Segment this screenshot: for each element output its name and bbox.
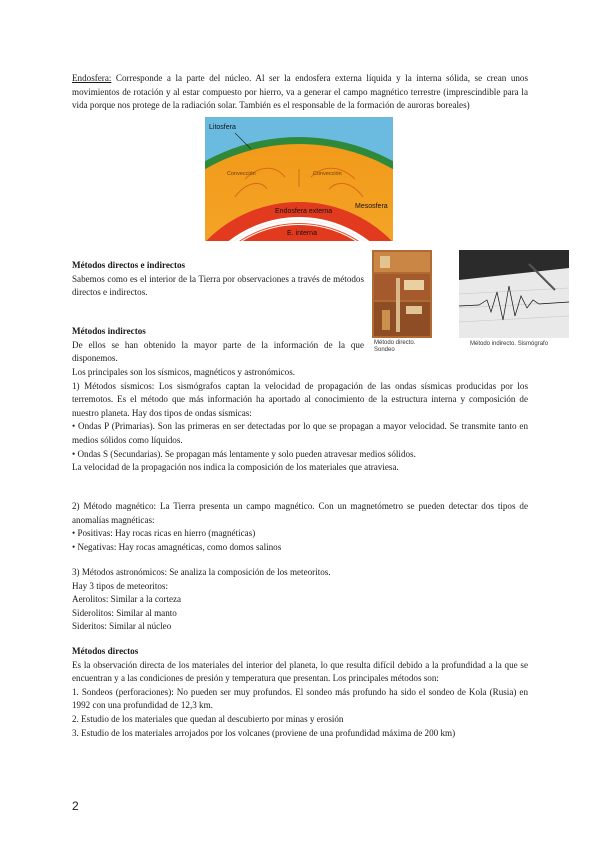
earth-layers-diagram <box>205 117 393 241</box>
sismografo-caption: Método indirecto. Sismógrafo <box>470 341 549 347</box>
ondas-p: • Ondas P (Primarias). Son las primeras en ser detectadas por lo que se propagan a mayor velocidad. Se transmite tanto en medios sólidos como líquidos. <box>72 421 528 445</box>
ondas-s: • Ondas S (Secundarias). Se propagan más lentamente y solo pueden atravesar medios sólidos. <box>72 448 416 459</box>
metodos-directos-section <box>72 645 528 740</box>
metodos-directos-item1: 1. Sondeos (perforaciones): No pueden ser muy profundos. El sondeo más profundo ha sido el sondeo de Kola (Rusia) en 1992 con una profundidad de 12,3 km. <box>72 686 528 711</box>
endosfera-term: Endosfera: <box>72 73 112 83</box>
conveccion-right-label: Convección <box>313 171 342 177</box>
litosfera-label: Litosfera <box>209 124 236 131</box>
endosfera-externa-label: Endosfera externa <box>275 208 333 215</box>
sismografo-image <box>459 250 569 338</box>
metodo-magnetico-block <box>72 500 528 554</box>
metodos-principales: Los principales son los sísmicos, magnéticos y astronómicos. <box>72 367 296 377</box>
metodos-astronomicos: 3) Métodos astronómicos: Se analiza la composición de los meteoritos. <box>72 567 331 577</box>
sondeo-image <box>372 250 432 338</box>
velocidad-propagacion: La velocidad de la propagación nos indica la composición de los materiales que atraviesa. <box>72 462 399 473</box>
metodos-directos-indirectos-text: Sabemos como es el interior de la Tierra por observaciones a través de métodos directos e indirectos. <box>72 273 364 298</box>
metodo-magnetico: 2) Método magnético: La Tierra presenta un campo magnético. Con un magnetómetro se pueden detectar dos tipos de anomalías magnéticas: <box>72 501 528 525</box>
page-number: 2 <box>72 799 79 813</box>
endosfera-interna-label: E. interna <box>287 230 317 237</box>
endosfera-paragraph <box>72 72 528 113</box>
metodos-directos-title: Métodos directos <box>72 646 139 656</box>
endosfera-section <box>72 72 528 113</box>
metodos-indirectos-title: Métodos indirectos <box>72 326 146 336</box>
metodos-directos-indirectos-section <box>72 259 364 300</box>
aerolitos: Aerolitos: Similar a la corteza <box>72 594 182 605</box>
metodos-indirectos-header <box>72 325 364 366</box>
metodos-sismicos: 1) Métodos sísmicos: Los sismógrafos captan la velocidad de propagación de las ondas sísmicas producidas por los terremotos. Es el método que más información ha aportado al conocimiento de la estructura interna y composición de nuestro planeta. Hay dos tipos de ondas sísmicas: <box>72 380 528 418</box>
mesosfera-label: Mesosfera <box>355 203 388 210</box>
siderolitos: Siderolitos: Similar al manto <box>72 607 177 618</box>
metodos-indirectos-intro: De ellos se han obtenido la mayor parte de la información de la que disponemos. <box>72 339 364 364</box>
conveccion-left-label: Convección <box>227 171 256 177</box>
anomalias-negativas: • Negativas: Hay rocas amagnéticas, como domos salinos <box>72 541 282 552</box>
sondeo-caption: Método directo. Sondeo <box>374 340 416 353</box>
sideritos: Sideritos: Similar al núcleo <box>72 621 172 632</box>
metodos-directos-text: Es la observación directa de los materiales del interior del planeta, lo que resulta difícil debido a la profundidad a la que se encuentran y a las condiciones de presión y temperatura que presentan. Los principales métodos son: <box>72 659 528 684</box>
metodos-indirectos-body <box>72 366 528 475</box>
endosfera-text: Corresponde a la parte del núcleo. Al ser la endosfera externa líquida y la interna sólida, se crean unos movimientos de rotación y al estar compuesto por hierro, va a generar el campo magnético terrestre (imprescindible para la vida porque nos protege de la radiación solar. También es el responsable de la formación de auroras boreales) <box>72 73 528 111</box>
metodos-directos-indirectos-title: Métodos directos e indirectos <box>72 260 186 270</box>
metodos-directos-item3: 3. Estudio de los materiales arrojados por los volcanes (proviene de una profundidad máxima de 200 km) <box>72 727 456 738</box>
tipos-meteoritos: Hay 3 tipos de meteoritos: <box>72 580 168 591</box>
metodos-astronomicos-block <box>72 566 528 634</box>
metodos-directos-item2: 2. Estudio de los materiales que quedan al descubierto por minas y erosión <box>72 713 344 724</box>
anomalias-positivas: • Positivas: Hay rocas ricas en hierro (magnéticas) <box>72 528 256 539</box>
